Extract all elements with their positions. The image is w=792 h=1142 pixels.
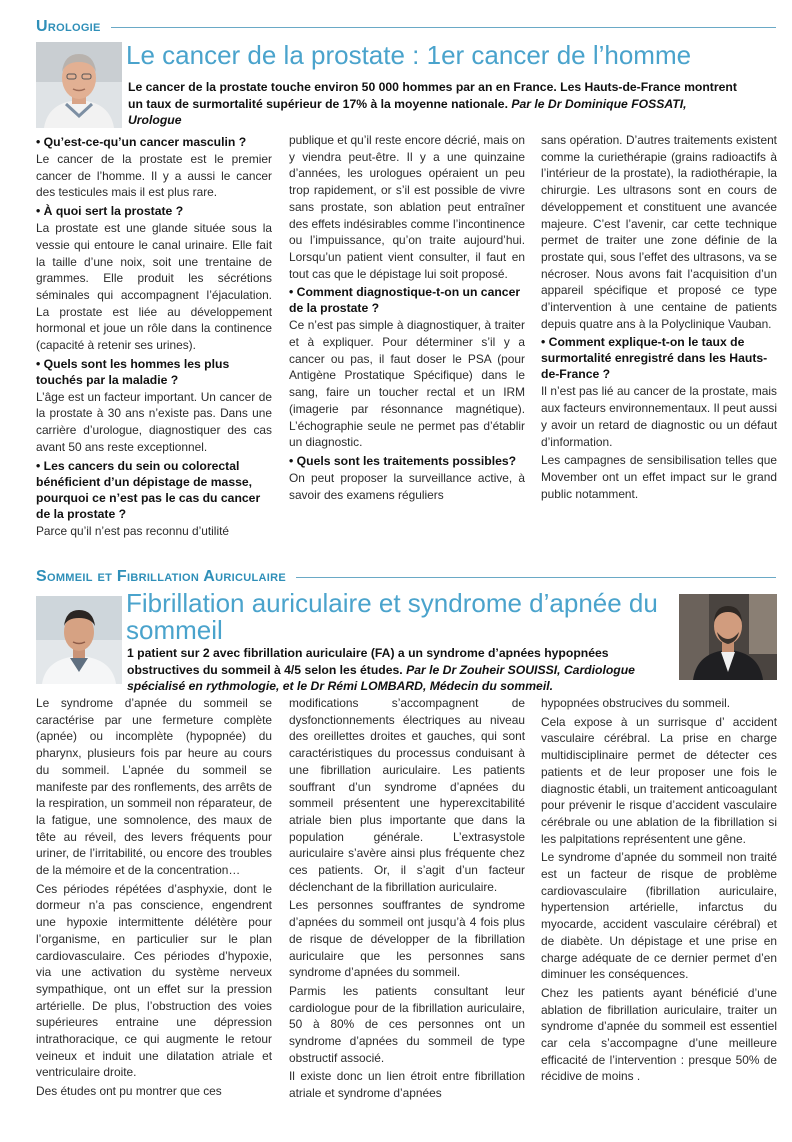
section-divider	[111, 27, 776, 28]
body-paragraph: Ces périodes répétées d’asphyxie, dont le dormeur n’a pas conscience, engendrent une hypoxie intermittente délétère pour l’organisme, en particulier sur le plan cardiovasculaire. Ces périodes d’hypoxie, via une activation du système nerveux sympathique, ont un effet sur la pression artérielle. De plus, l’obstruction des voies supérieures entraine une dépression intrathoracique, ce qui augmente le retour veineux et induit une dilatation atriale et ventriculaire droite.	[36, 881, 272, 1080]
question-heading: • Comment diagnostique-t-on un cancer de la prostate ?	[289, 285, 521, 316]
body-paragraph: Le syndrome d’apnée du sommeil non traité est un facteur de risque de problème cardiovasculaire (fibrillation auriculaire, hypertension artérielle, infarctus du myocarde, accident vasculaire cérébral) et de diabète. Un dépistage et une prise en charge adéquate de ce dernier permet d’en diminuer les conséquences.	[541, 850, 777, 982]
question-heading: • Qu’est-ce-qu’un cancer masculin ?	[36, 135, 247, 149]
lead-author: Par le Dr Dominique FOSSATI, Urologue	[128, 96, 687, 128]
article2-column-3	[541, 695, 777, 1087]
article2-column-2	[289, 695, 525, 1104]
lead-author: Par le Dr Zouheir SOUISSI, Cardiologue spécialisé en rythmologie, et le Dr Rémi LOMBARD, Médecin du sommeil.	[127, 662, 635, 694]
section-header-urologie	[36, 18, 776, 36]
body-paragraph: Les personnes souffrantes de syndrome d’apnées du sommeil ont jusqu’à 4 fois plus de risque de développer de la fibrillation auriculaire que les personnes sans syndrome d’apnées du sommeil.	[289, 898, 525, 980]
question-heading: • Les cancers du sein ou colorectal bénéficient d’un dépistage de masse, pourquoi ce n’est pas le cas du cancer de la prostate ?	[36, 458, 261, 521]
section-header-sommeil	[36, 568, 776, 586]
body-paragraph: Ce n’est pas simple à diagnostiquer, à traiter et à expliquer. Pour déterminer s’il y a cancer ou pas, il faut doser le PSA (pour Antigène Prostatique Spécifique) dans le sang, faire un toucher rectal et un IRM (imagerie par résonnance magnétique). L’échographie seule ne permet pas d’établir un diagnostic.	[289, 318, 525, 450]
article-title: Le cancer de la prostate : 1er cancer de l’homme	[126, 40, 692, 70]
lead-text: Le cancer de la prostate touche environ 50 000 hommes par an en France. Les Hauts-de-France montrent un taux de surmortalité supérieur de 17% à la moyenne nationale.	[128, 80, 737, 111]
body-paragraph: Il n’est pas lié au cancer de la prostate, mais aux facteurs environnementaux. Il peut aussi y avoir un retard de diagnostic ou un défaut d’information.	[541, 384, 777, 449]
body-paragraph: modifications s’accompagnent de dysfonctionnements électriques au niveau des oreillettes droites et gauches, qui sont caractéristiques du processus conduisant à une fibrillation auriculaire. Les patients souffrant d’un syndrome d’apnées du sommeil présentent une hyperexcitabilité atriale bien plus importante que dans la population générale. L’extrasystole auriculaire s’avère ainsi plus fréquente chez ces patients. Or, il s’agit d’un facteur déclenchant de la fibrillation auriculaire.	[289, 696, 525, 894]
author-photo-lombard	[679, 594, 777, 680]
body-paragraph: Le cancer de la prostate est le premier cancer de l’homme. Il y a aussi le cancer des testicules mais il est plus rare.	[36, 152, 272, 200]
body-paragraph: Les campagnes de sensibilisation telles que Movember ont un effet impact sur le grand public notamment.	[541, 453, 777, 501]
section-title: Urologie	[36, 18, 101, 35]
section-title: Sommeil et Fibrillation Auriculaire	[36, 568, 286, 585]
section-divider	[296, 577, 776, 578]
article-title: Fibrillation auriculaire et syndrome d’apnée du sommeil	[126, 588, 658, 645]
article-lead	[127, 645, 677, 695]
article1-column-3	[541, 132, 777, 504]
article1-column-1	[36, 132, 272, 541]
body-paragraph: Des études ont pu montrer que ces	[36, 1084, 222, 1099]
body-paragraph: On peut proposer la surveillance active, à savoir des examens réguliers	[289, 470, 525, 502]
article2-column-1	[36, 695, 272, 1102]
body-paragraph: Cela expose à un surrisque d’ accident vasculaire cérébral. La prise en charge multidisciplinaire permet de détecter ces patients et de leur proposer une fois le diagnostic établi, un traitement anticoagulant pour prévenir le risque d’accident vasculaire cérébrale ou une ablation de la fibrillation si les palpitations représentent une gêne.	[541, 714, 777, 846]
question-heading: • Quels sont les hommes les plus touchés par la maladie ?	[36, 356, 230, 387]
body-paragraph: Parmis les patients consultant leur cardiologue pour de la fibrillation auriculaire, 50 à 80% de ces personnes ont un syndrome d’apnées du sommeil de type obstructif associé.	[289, 983, 525, 1065]
article-lead	[128, 79, 740, 129]
lead-text: 1 patient sur 2 avec fibrillation auriculaire (FA) a un syndrome d’apnées hypopnées obstructives du sommeil à 4/5 selon les études.	[127, 646, 609, 677]
body-paragraph: Le syndrome d’apnée du sommeil se caractérise par une fermeture complète (apnée) ou incomplète (hypopnée) du pharynx, plusieurs fois par heure au cours du sommeil. L’apnée du sommeil se manifeste par des ronflements, des arrêts de la respiration, un sommeil non réparateur, de la fatigue, une somnolence, des maux de tête au réveil, des levers fréquents pour uriner, de l’irritabilité, ou encore des troubles de la mémoire et de la concentration…	[36, 696, 272, 878]
question-heading: • À quoi sert la prostate ?	[36, 204, 184, 219]
body-paragraph: Chez les patients ayant bénéficié d’une ablation de fibrillation auriculaire, traiter un syndrome d’apnée du sommeil est essentiel car cela s’accompagne d’une meilleure efficacité de l’intervention : presque 50% de récidive de moins .	[541, 985, 777, 1084]
body-paragraph: Parce qu’il n’est pas reconnu d’utilité	[36, 523, 230, 538]
body-paragraph: publique et qu’il reste encore décrié, mais on y viendra peut-être. Il y a une quinzaine d’années, les urologues opéraient un peu trop rapidement, or s’il est possible de vivre sans prostate, son ablation peut entraîner des effets indésirables comme l’incontinence ou l’impuissance, qu’on traite aujourd’hui. Lorsqu’un patient vient consulter, il faut en tout cas que le dépistage lui soit proposé.	[289, 133, 525, 281]
article1-column-2	[289, 132, 525, 505]
question-heading: • Quels sont les traitements possibles?	[289, 453, 517, 468]
body-paragraph: L’âge est un facteur important. Un cancer de la prostate à 30 ans n’existe pas. Dans une carrière d’urologue, diagnostiquer des cas avant 50 ans reste exceptionnel.	[36, 389, 272, 454]
author-photo-souissi	[36, 596, 122, 684]
body-paragraph: sans opération. D’autres traitements existent comme la curiethérapie (grains radioactifs à l’intérieur de la prostate), la radiothérapie, la chirurgie. Les ultrasons sont en cours de développement et constituent une avancée majeure. C’est l’avenir, car cette technique permet de traiter une zone définie de la prostate qui, sous l’effet des ultrasons, va se nécroser. Nous avons fait l’acquisition d’un appareil spécifique et proposé ce type d’intervention à une centaine de patients depuis quatre ans à la Polyclinique Vauban.	[541, 133, 777, 331]
body-paragraph: hypopnées obstrucives du sommeil.	[541, 696, 731, 710]
author-photo-fossati	[36, 42, 122, 128]
body-paragraph: Il existe donc un lien étroit entre fibrillation atriale et syndrome d’apnées	[289, 1069, 525, 1101]
body-paragraph: La prostate est une glande située sous la vessie qui entoure le canal urinaire. Elle fait la taille d’une noix, soit une trentaine de grammes. Elle produit les sécrétions séminales qui accompagnent l’éjaculation. La prostate est liée au développement hormonal et joue un rôle dans la continence (capacité à retenir ses urines).	[36, 221, 272, 353]
question-heading: • Comment explique-t-on le taux de surmortalité enregistré dans les Hauts-de-France ?	[541, 335, 768, 382]
